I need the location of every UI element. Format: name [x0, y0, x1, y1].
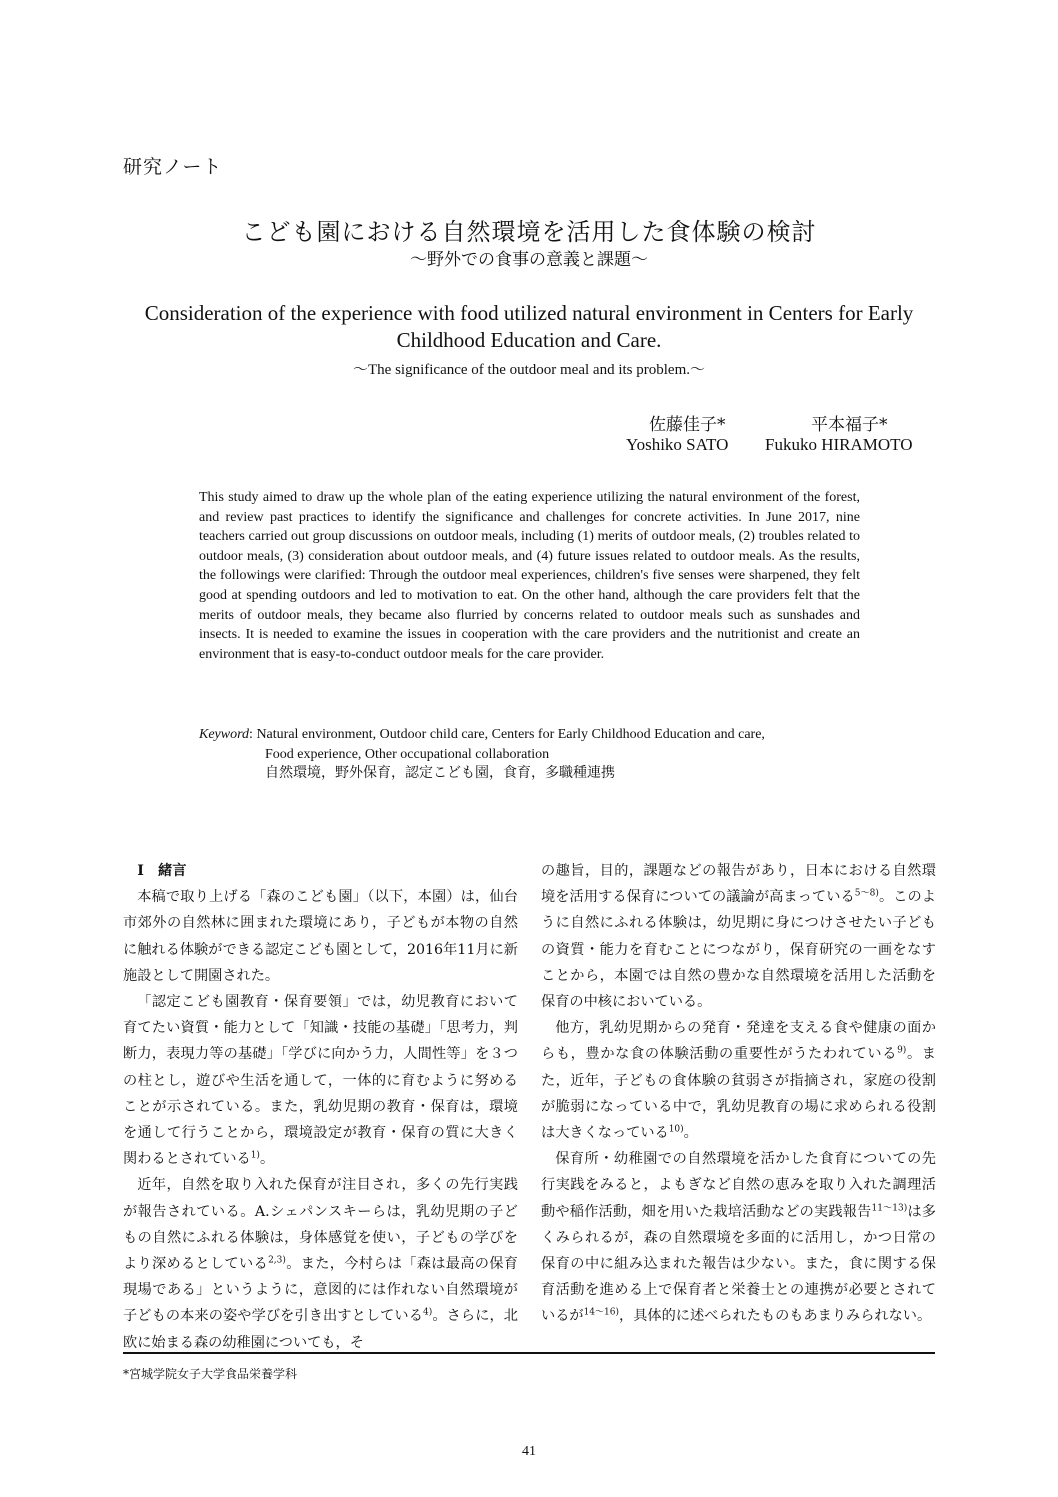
- citation: 2,3): [268, 1255, 286, 1266]
- paper-subtitle-en: ～The significance of the outdoor meal and its problem.～: [353, 362, 705, 378]
- citation: 9): [897, 1045, 907, 1056]
- paper-subtitle-ja: ～野外での食事の意義と課題～: [410, 250, 648, 270]
- paper-title-en: Consideration of the experience with food utilized natural environment in Centers for Early Childhood Education and Care.: [144, 301, 914, 352]
- footnote-affiliation: *宮城学院女子大学食品栄養学科: [123, 1367, 298, 1381]
- keywords-ja: 自然環境，野外保育，認定こども園，食育，多職種連携: [265, 765, 615, 781]
- body-paragraph: 「認定こども園教育・保育要領」では，幼児教育において育てたい資質・能力として「知識・技能の基礎」「思考力，判断力，表現力等の基礎」「学びに向かう力，人間性等」を３つの柱とし，遊びや生活を通して，一体的に育むように努めることが示されている。また，乳幼児期の教育・保育は，環境を通して行うことから，環境設定が教育・保育の質に大きく関わるとされている$^{1)}$。: [123, 994, 518, 1168]
- citation: 1): [250, 1150, 260, 1161]
- author-name-en: Yoshiko SATO: [626, 435, 729, 454]
- body-paragraph: 他方，乳幼児期からの発育・発達を支える食や健康の面からも，豊かな食の体験活動の重要性がうたわれている$^{9)}$。また，近年，子どもの食体験の貧弱さが指摘され，家庭の役割が脆弱になっている中で，乳幼児教育の場に求められる役割は大きくなっている$^{10)}$。: [541, 1020, 936, 1142]
- citation: 14～16): [583, 1307, 619, 1318]
- keywords-en-1: Natural environment, Outdoor child care, Centers for Early Childhood Education and care,: [256, 727, 765, 742]
- body-paragraph: 近年，自然を取り入れた保育が注目され，多くの先行実践が報告されている。A.シェパンスキーらは，乳幼児期の子どもの自然にふれる体験は，身体感覚を使い，子どもの学びをより深めるとしている$^{2,3)}$。また，今村らは「森は最高の保育現場である」というように，意図的には作れない自然環境が子どもの本来の姿や学びを引き出すとしている$^{4)}$。さらに，北欧に始まる森の幼稚園についても，そ: [123, 1177, 518, 1351]
- keywords: [199, 725, 869, 784]
- paper-title-ja: こども園における自然環境を活用した食体験の検討: [241, 218, 817, 246]
- citation: 11～13): [871, 1202, 908, 1213]
- abstract: This study aimed to draw up the whole plan of the eating experience utilizing the natural environment of the forest, and review past practices to identify the significance and challenges for concrete activities. In June 2017, nine teachers carried out group discussions on outdoor meals, including (1) merits of outdoor meals, (2) troubles related to outdoor meals, (3) consideration about outdoor meals, and (4) future issues related to outdoor meals. As the results, the followings were clarified: Through the outdoor meal experiences, children's five senses were sharpened, they felt good at spending outdoors and led to motivation to eat. On the other hand, although the care providers felt that the merits of outdoor meals, they became also flurried by concerns related to outdoor meals such as sunshades and insects. It is needed to examine the issues in cooperation with the care providers and the nutritionist and create an environment that is easy-to-conduct outdoor meals for the care provider.: [199, 490, 860, 662]
- body-column-right: [541, 858, 936, 1330]
- body-paragraph: 本稿で取り上げる「森のこども園」（以下，本園）は，仙台市郊外の自然林に囲まれた環境にあり，子どもが本物の自然に触れる体験ができる認定こども園として，2016年11月に新施設として開園された。: [123, 889, 518, 984]
- body-paragraph: の趣旨，目的，課題などの報告があり，日本における自然環境を活用する保育についての議論が高まっている$^{5\sim 8)}$。このように自然にふれる体験は，幼児期に身につけさせたい子どもの資質・能力を育むことにつながり，保育研究の一画をなすことから，本園では自然の豊かな自然環境を活用した活動を保育の中核においている。: [541, 863, 936, 1011]
- author-name-ja: 佐藤佳子*: [649, 415, 726, 435]
- page-number: 41: [522, 1444, 536, 1459]
- citation: 4): [423, 1307, 433, 1318]
- citation: 5～8): [854, 888, 879, 899]
- author-name-ja: 平本福子*: [811, 415, 888, 435]
- section-label: 研究ノート: [123, 156, 223, 178]
- keywords-line-1: Keyword: Natural environment, Outdoor child care, Centers for Early Childhood Education and care,: [199, 727, 765, 742]
- citation: 10): [668, 1124, 684, 1135]
- footnote-divider: [123, 1352, 935, 1354]
- keyword-label: Keyword: [199, 727, 250, 742]
- keywords-en-2: Food experience, Other occupational collaboration: [265, 746, 550, 762]
- body-column-left: [123, 858, 518, 1356]
- author-name-en: Fukuko HIRAMOTO: [765, 435, 913, 454]
- body-paragraph: 保育所・幼稚園での自然環境を活かした食育についての先行実践をみると，よもぎなど自然の恵みを取り入れた調理活動や稲作活動，畑を用いた栽培活動などの実践報告$^{11\sim 13)}$は多くみられるが，森の自然環境を多面的に活用し，かつ日常の保育の中に組み込まれた報告は少ない。また，食に関する保育活動を進める上で保育者と栄養士との連携が必要とされているが$^{14\sim 16)}$，具体的に述べられたものもあまりみられない。: [541, 1151, 936, 1325]
- section-heading: Ⅰ 緒言: [137, 863, 187, 879]
